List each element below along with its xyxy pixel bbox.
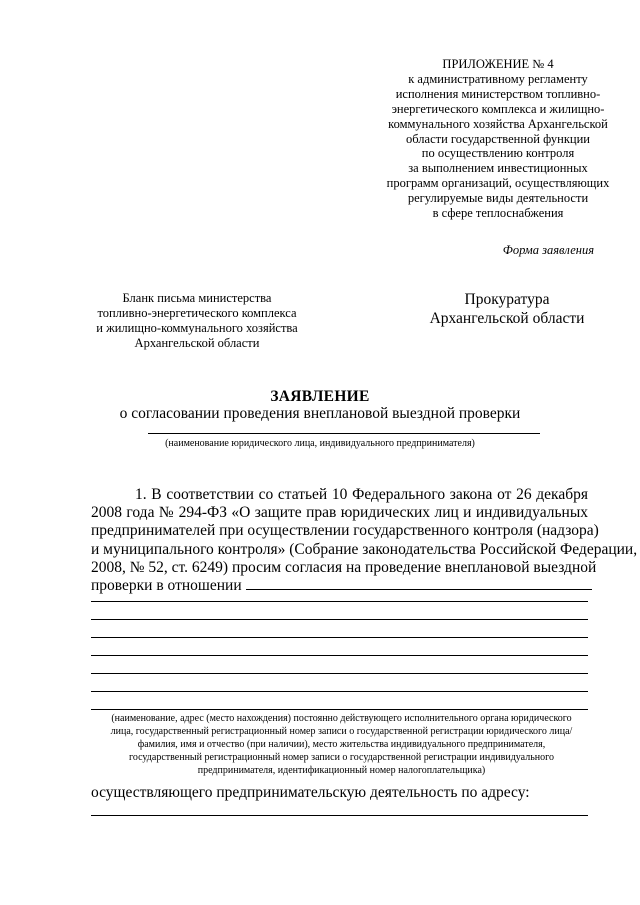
letterhead-block <box>84 291 310 351</box>
details-fill-line-5[interactable] <box>91 673 588 674</box>
paragraph-line: и муниципального контроля» (Собрание законодательства Российской Федерации, <box>91 540 638 558</box>
appendix-line: к административному регламенту <box>408 71 588 86</box>
details-caption-line: фамилия, имя и отчество (при наличии), место жительства индивидуального предпринимателя, <box>137 739 546 750</box>
appendix-line: коммунального хозяйства Архангельской <box>388 116 608 131</box>
address-fill-line[interactable] <box>91 815 588 816</box>
appendix-line: программ организаций, осуществляющих <box>386 176 610 191</box>
letterhead-line: топливно-энергетического комплекса <box>97 305 297 320</box>
appendix-line: исполнения министерством топливно- <box>395 86 601 101</box>
inspection-target-fill-line[interactable] <box>246 579 592 590</box>
main-paragraph <box>91 486 638 595</box>
details-caption-line: (наименование, адрес (место нахождения) постоянно действующего исполнительного органа юридического <box>111 713 572 724</box>
letterhead-line: Архангельской области <box>134 335 260 350</box>
appendix-line: ПРИЛОЖЕНИЕ № 4 <box>442 57 554 71</box>
form-label: Форма заявления <box>502 243 594 257</box>
paragraph-line: предпринимателей при осуществлении государственного контроля (надзора) <box>91 522 599 540</box>
letterhead-line: и жилищно-коммунального хозяйства <box>96 320 298 335</box>
details-fill-line-3[interactable] <box>91 637 588 638</box>
paragraph-line: 2008, № 52, ст. 6249) просим согласия на проведение внеплановой выездной <box>91 558 597 576</box>
details-fill-line-1[interactable] <box>91 601 588 602</box>
details-fill-line-6[interactable] <box>91 691 588 692</box>
recipient-line: Прокуратура <box>464 291 550 308</box>
entity-name-fill-line[interactable] <box>148 433 540 434</box>
details-caption-line: лица, государственный регистрационный номер записи о государственной регистрации юридического лица/ <box>110 726 573 737</box>
details-fill-line-7[interactable] <box>91 709 588 710</box>
entity-name-caption: (наименование юридического лица, индивидуального предпринимателя) <box>165 438 475 449</box>
paragraph-line <box>91 577 588 595</box>
details-caption-line: государственный регистрационный номер записи о государственной регистрации индивидуального <box>129 752 554 763</box>
details-caption <box>91 712 592 777</box>
document-title: ЗАЯВЛЕНИЕ <box>270 388 370 405</box>
paragraph-line: 1. В соответствии со статьей 10 Федерального закона от 26 декабря <box>135 486 588 503</box>
paragraph-line-text: проверки в отношении <box>91 577 242 595</box>
address-label: осуществляющего предпринимательскую деятельность по адресу: <box>91 784 530 801</box>
appendix-line: области государственной функции <box>406 131 590 146</box>
appendix-line: по осуществлению контроля <box>421 146 575 161</box>
appendix-line: в сфере теплоснабжения <box>432 206 564 221</box>
letterhead-line: Бланк письма министерства <box>122 291 272 305</box>
appendix-header <box>365 57 631 221</box>
recipient-block <box>407 291 607 328</box>
recipient-line: Архангельской области <box>429 309 585 327</box>
details-caption-line: предпринимателя, идентификационный номер налогоплательщика) <box>197 765 486 776</box>
appendix-line: регулируемые виды деятельности <box>407 191 589 206</box>
paragraph-line: 2008 года № 294-ФЗ «О защите прав юридических лиц и индивидуальных <box>91 504 588 522</box>
appendix-line: за выполнением инвестиционных <box>408 161 588 176</box>
details-fill-line-2[interactable] <box>91 619 588 620</box>
appendix-line: энергетического комплекса и жилищно- <box>391 101 605 116</box>
details-fill-line-4[interactable] <box>91 655 588 656</box>
document-subtitle: о согласовании проведения внеплановой выездной проверки <box>119 405 521 422</box>
